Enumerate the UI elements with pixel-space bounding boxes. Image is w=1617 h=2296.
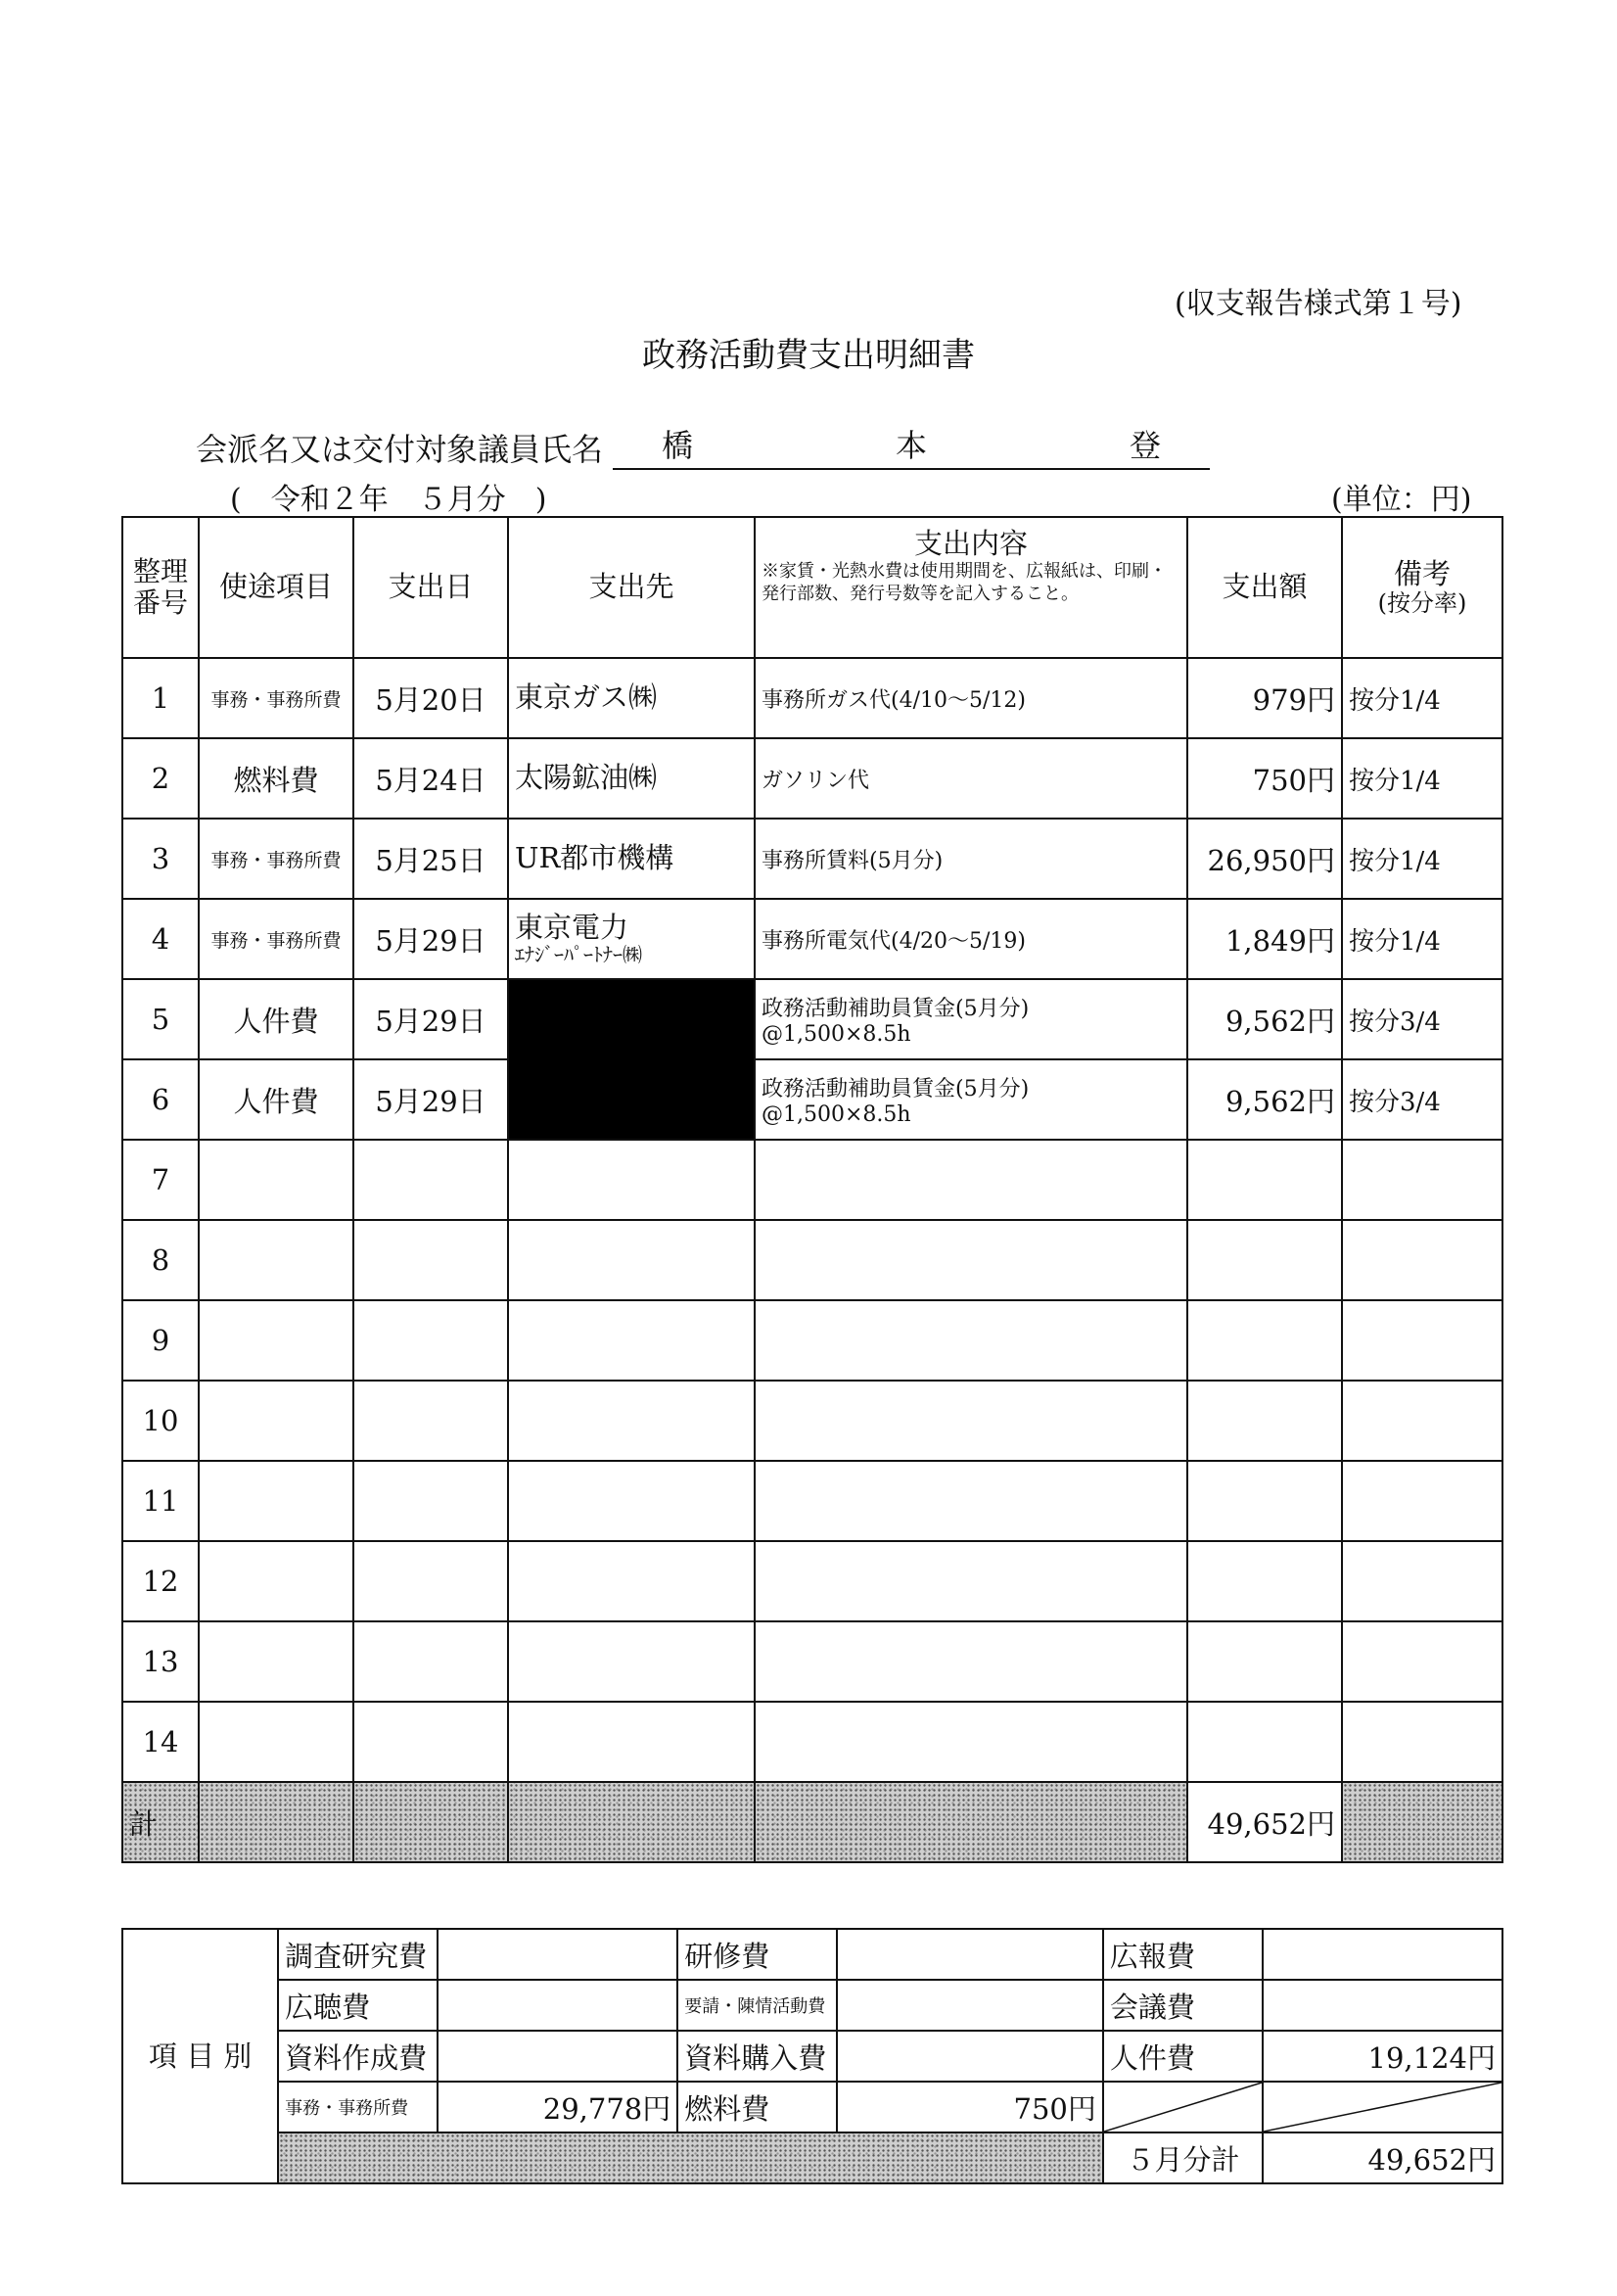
row-payee [508, 1541, 755, 1621]
row-number: 10 [122, 1381, 199, 1461]
row-date: 5月20日 [353, 658, 508, 738]
row-note [1342, 1381, 1502, 1461]
name-row [196, 421, 1210, 470]
summary-cell [438, 1929, 677, 1980]
summary-table [121, 1928, 1503, 2184]
table-row [122, 1381, 1502, 1461]
payee-name: 太陽鉱油㈱ [515, 761, 658, 795]
summary-cell [837, 1980, 1102, 2031]
row-payee [508, 1220, 755, 1300]
name-label: 会派名又は交付対象議員氏名 [196, 431, 604, 468]
row-item [199, 1621, 353, 1702]
row-item [199, 1381, 353, 1461]
payee-name: 東京ガス㈱ [515, 680, 658, 715]
diagonal-cell [1263, 2082, 1502, 2132]
shaded-cell [199, 1782, 353, 1862]
desc-line: ガソリン代 [762, 768, 870, 793]
row-amount [1187, 1702, 1342, 1782]
desc-line: 政務活動補助員賃金(5月分) [762, 997, 1030, 1021]
shaded-cell [278, 2132, 1103, 2183]
shaded-cell [755, 1782, 1187, 1862]
row-note [1342, 1621, 1502, 1702]
row-note: 按分1/4 [1342, 738, 1502, 819]
row-number: 7 [122, 1140, 199, 1220]
row-desc [755, 819, 1187, 899]
summary-side-label: 項 目 別 [122, 1929, 278, 2183]
summary-cell: 会議費 [1103, 1980, 1263, 2031]
col-header-amount: 支出額 [1187, 517, 1342, 658]
desc-note: ※家賃・光熱水費は使用期間を、広報紙は、印刷・発行部数、発行号数等を記入すること。 [762, 561, 1167, 604]
col-header-item: 使途項目 [199, 517, 353, 658]
summary-cell: 29,778円 [438, 2082, 677, 2132]
table-row [122, 1059, 1502, 1140]
row-number: 8 [122, 1220, 199, 1300]
summary-cell: 資料購入費 [677, 2031, 837, 2082]
row-desc [755, 738, 1187, 819]
row-note: 按分1/4 [1342, 658, 1502, 738]
table-header-row [122, 517, 1502, 658]
payee-name: 東京電力 [515, 911, 629, 945]
row-number: 9 [122, 1300, 199, 1381]
row-amount [1187, 1381, 1342, 1461]
row-item: 燃料費 [199, 738, 353, 819]
row-payee [508, 1140, 755, 1220]
row-item: 人件費 [199, 979, 353, 1059]
table-row [122, 1140, 1502, 1220]
table-row [122, 979, 1502, 1059]
desc-line: 政務活動補助員賃金(5月分) [762, 1077, 1030, 1101]
row-desc [755, 1220, 1187, 1300]
table-row [122, 658, 1502, 738]
shaded-cell [508, 1782, 755, 1862]
row-item: 事務・事務所費 [199, 658, 353, 738]
summary-cell: 研修費 [677, 1929, 837, 1980]
summary-cell: 事務・事務所費 [278, 2082, 438, 2132]
table-row [122, 1702, 1502, 1782]
summary-row [122, 2082, 1502, 2132]
summary-cell [1263, 1980, 1502, 2031]
row-date [353, 1461, 508, 1541]
expense-table [121, 516, 1503, 1863]
row-amount: 979円 [1187, 658, 1342, 738]
row-desc [755, 1702, 1187, 1782]
diagonal-cell [1103, 2082, 1263, 2132]
row-payee [508, 1381, 755, 1461]
form-number: (収支報告様式第１号) [1175, 287, 1462, 321]
month-total-amount: 49,652円 [1263, 2132, 1502, 2183]
month-total-label: ５月分計 [1103, 2132, 1263, 2183]
name-part: 橋 [662, 427, 694, 464]
document-title: 政務活動費支出明細書 [642, 336, 975, 375]
summary-cell [837, 1929, 1102, 1980]
row-amount: 9,562円 [1187, 979, 1342, 1059]
row-note [1342, 1702, 1502, 1782]
payee-name: UR都市機構 [515, 841, 674, 875]
row-date [353, 1300, 508, 1381]
row-number: 3 [122, 819, 199, 899]
summary-cell [438, 1980, 677, 2031]
row-note: 按分3/4 [1342, 1059, 1502, 1140]
col-header-no: 整理 番号 [122, 517, 199, 658]
row-item [199, 1461, 353, 1541]
row-date [353, 1220, 508, 1300]
row-note [1342, 1541, 1502, 1621]
row-date [353, 1702, 508, 1782]
table-row [122, 819, 1502, 899]
row-payee [508, 899, 755, 979]
row-number: 12 [122, 1541, 199, 1621]
desc-line: @1,500×8.5h [762, 1022, 911, 1047]
row-note [1342, 1461, 1502, 1541]
row-desc [755, 1300, 1187, 1381]
row-amount [1187, 1300, 1342, 1381]
table-row [122, 1621, 1502, 1702]
row-date [353, 1381, 508, 1461]
redacted-payee [508, 979, 755, 1140]
summary-row [122, 1980, 1502, 2031]
row-item: 事務・事務所費 [199, 819, 353, 899]
table-row [122, 899, 1502, 979]
row-note: 按分1/4 [1342, 899, 1502, 979]
row-item [199, 1220, 353, 1300]
summary-cell: 資料作成費 [278, 2031, 438, 2082]
summary-cell: 燃料費 [677, 2082, 837, 2132]
note-sub: (按分率) [1377, 588, 1467, 617]
shaded-cell [353, 1782, 508, 1862]
summary-cell: 750円 [837, 2082, 1102, 2132]
row-item [199, 1300, 353, 1381]
desc-line: 事務所賃料(5月分) [762, 848, 944, 873]
col-header-note [1342, 517, 1502, 658]
shaded-cell [1342, 1782, 1502, 1862]
row-amount: 9,562円 [1187, 1059, 1342, 1140]
summary-row [122, 2031, 1502, 2082]
row-payee [508, 1621, 755, 1702]
summary-row [122, 1929, 1502, 1980]
row-date: 5月29日 [353, 979, 508, 1059]
row-amount: 750円 [1187, 738, 1342, 819]
summary-cell: 調査研究費 [278, 1929, 438, 1980]
name-part: 登 [1129, 427, 1161, 464]
row-number: 11 [122, 1461, 199, 1541]
row-desc [755, 979, 1187, 1059]
row-date: 5月25日 [353, 819, 508, 899]
row-date: 5月29日 [353, 899, 508, 979]
period: ( 令和２年 ５月分 ) [230, 483, 547, 517]
summary-cell [1263, 1929, 1502, 1980]
row-number: 14 [122, 1702, 199, 1782]
row-amount: 26,950円 [1187, 819, 1342, 899]
row-note [1342, 1300, 1502, 1381]
row-desc [755, 1461, 1187, 1541]
row-number: 1 [122, 658, 199, 738]
row-payee [508, 819, 755, 899]
note-title: 備考 [1393, 556, 1451, 590]
row-payee [508, 738, 755, 819]
row-date [353, 1541, 508, 1621]
desc-line: 事務所電気代(4/20〜5/19) [762, 928, 1026, 954]
row-number: 2 [122, 738, 199, 819]
summary-cell: 人件費 [1103, 2031, 1263, 2082]
row-note [1342, 1140, 1502, 1220]
row-item: 事務・事務所費 [199, 899, 353, 979]
table-row [122, 1300, 1502, 1381]
row-item [199, 1140, 353, 1220]
row-desc [755, 1381, 1187, 1461]
row-payee [508, 1300, 755, 1381]
row-date: 5月29日 [353, 1059, 508, 1140]
row-item [199, 1541, 353, 1621]
payee-sub: ｴﾅｼﾞｰﾊﾟｰﾄﾅｰ㈱ [515, 942, 642, 966]
name-part: 本 [896, 427, 928, 464]
desc-title: 支出内容 [913, 527, 1028, 560]
row-note: 按分1/4 [1342, 819, 1502, 899]
row-item: 人件費 [199, 1059, 353, 1140]
row-desc [755, 658, 1187, 738]
row-payee [508, 1702, 755, 1782]
row-note [1342, 1220, 1502, 1300]
table-row [122, 1220, 1502, 1300]
row-payee [508, 658, 755, 738]
row-desc [755, 1059, 1187, 1140]
table-row [122, 1461, 1502, 1541]
table-row [122, 738, 1502, 819]
member-name [613, 421, 1210, 470]
summary-cell: 19,124円 [1263, 2031, 1502, 2082]
row-number: 6 [122, 1059, 199, 1140]
total-amount: 49,652円 [1187, 1782, 1342, 1862]
summary-cell: 広報費 [1103, 1929, 1263, 1980]
row-note: 按分3/4 [1342, 979, 1502, 1059]
unit-label: (単位：円) [1331, 483, 1472, 517]
col-header-desc [755, 517, 1187, 658]
summary-cell: 広聴費 [278, 1980, 438, 2031]
total-label: 計 [122, 1782, 199, 1862]
row-item [199, 1702, 353, 1782]
row-desc [755, 899, 1187, 979]
row-desc [755, 1140, 1187, 1220]
summary-row [122, 2132, 1502, 2183]
row-amount [1187, 1140, 1342, 1220]
row-date: 5月24日 [353, 738, 508, 819]
row-amount: 1,849円 [1187, 899, 1342, 979]
row-amount [1187, 1220, 1342, 1300]
row-date [353, 1140, 508, 1220]
desc-line: 事務所ガス代(4/10〜5/12) [762, 687, 1026, 713]
summary-cell [837, 2031, 1102, 2082]
row-number: 13 [122, 1621, 199, 1702]
total-row [122, 1782, 1502, 1862]
row-desc [755, 1621, 1187, 1702]
col-header-date: 支出日 [353, 517, 508, 658]
summary-cell [438, 2031, 677, 2082]
summary-cell: 要請・陳情活動費 [677, 1980, 837, 2031]
row-amount [1187, 1461, 1342, 1541]
row-number: 4 [122, 899, 199, 979]
table-row [122, 1541, 1502, 1621]
row-amount [1187, 1621, 1342, 1702]
col-header-payee: 支出先 [508, 517, 755, 658]
row-amount [1187, 1541, 1342, 1621]
row-number: 5 [122, 979, 199, 1059]
row-desc [755, 1541, 1187, 1621]
row-date [353, 1621, 508, 1702]
desc-line: @1,500×8.5h [762, 1102, 911, 1127]
row-payee [508, 1461, 755, 1541]
